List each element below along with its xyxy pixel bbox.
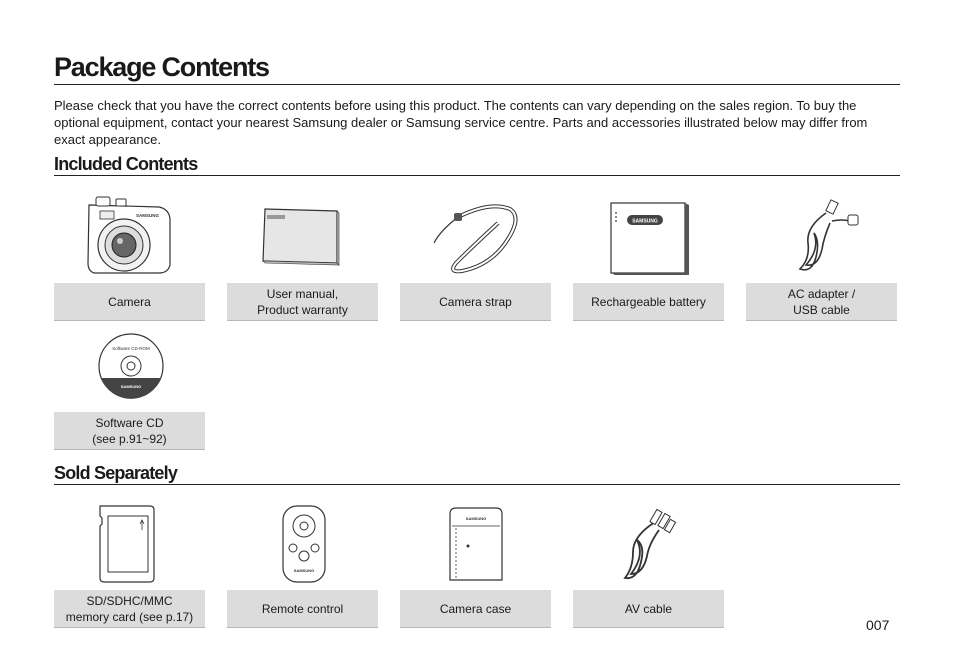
item-label: Camera bbox=[54, 283, 205, 321]
item-software-cd bbox=[54, 322, 205, 450]
item-ac-adapter bbox=[746, 193, 897, 321]
item-remote-control bbox=[227, 500, 378, 628]
item-memory-card bbox=[54, 500, 205, 628]
item-label: Camera strap bbox=[400, 283, 551, 321]
item-label: Rechargeable battery bbox=[573, 283, 724, 321]
remote-brand-text: SAMSUNG bbox=[293, 568, 315, 573]
av-cable-icon bbox=[573, 500, 724, 588]
ac-adapter-icon bbox=[746, 193, 897, 281]
page-title: Package Contents bbox=[54, 50, 900, 85]
item-label: AC adapter / USB cable bbox=[746, 283, 897, 321]
camera-brand-text: SAMSUNG bbox=[136, 213, 160, 218]
page-number: 007 bbox=[866, 617, 890, 633]
item-camera bbox=[54, 193, 205, 321]
strap-icon bbox=[400, 193, 551, 281]
item-label: User manual, Product warranty bbox=[227, 283, 378, 321]
cd-icon bbox=[54, 322, 205, 410]
item-av-cable bbox=[573, 500, 724, 628]
item-camera-strap bbox=[400, 193, 551, 321]
intro-text: Please check that you have the correct contents before using this product. The contents can vary depending on the sales region. To buy the optional equipment, contact your nearest Samsung dealer or Samsung service centre. Parts and accessories illustrated below may differ from exact appearance. bbox=[54, 98, 868, 147]
item-label: SD/SDHC/MMC memory card (see p.17) bbox=[54, 590, 205, 628]
sold-separately-heading: Sold Separately bbox=[54, 462, 900, 485]
item-label: Remote control bbox=[227, 590, 378, 628]
cd-label-text: Software CD-ROM bbox=[112, 346, 150, 351]
case-brand-text: SAMSUNG bbox=[465, 516, 487, 521]
remote-control-icon bbox=[227, 500, 378, 588]
memory-card-icon bbox=[54, 500, 205, 588]
item-label: Software CD (see p.91~92) bbox=[54, 412, 205, 450]
battery-brand-text: SAMSUNG bbox=[632, 218, 658, 225]
camera-case-icon bbox=[400, 500, 551, 588]
item-label: AV cable bbox=[573, 590, 724, 628]
item-rechargeable-battery bbox=[573, 193, 724, 321]
item-camera-case bbox=[400, 500, 551, 628]
cd-brand-text: SAMSUNG bbox=[120, 384, 142, 389]
included-contents-heading: Included Contents bbox=[54, 153, 900, 176]
camera-icon bbox=[54, 193, 205, 281]
item-label: Camera case bbox=[400, 590, 551, 628]
item-user-manual bbox=[227, 193, 378, 321]
battery-icon bbox=[573, 193, 724, 281]
manual-icon bbox=[227, 193, 378, 281]
